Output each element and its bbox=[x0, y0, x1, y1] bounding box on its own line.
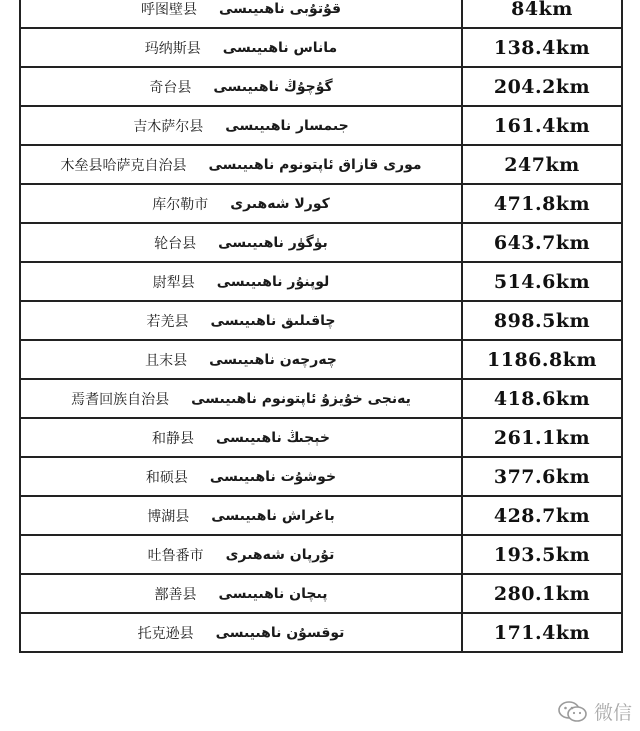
county-name-cell bbox=[20, 223, 462, 262]
county-name-chinese: 库尔勒市 bbox=[152, 196, 209, 213]
county-name-uyghur: ماناس ناھىيىسى bbox=[222, 39, 338, 56]
county-name-cell bbox=[20, 535, 462, 574]
distance-cell: 428.7km bbox=[462, 496, 622, 535]
county-name-chinese: 托克逊县 bbox=[137, 625, 194, 642]
table-row bbox=[20, 457, 622, 496]
distance-cell: 898.5km bbox=[462, 301, 622, 340]
county-name-chinese: 尉犁县 bbox=[152, 274, 195, 291]
county-name-group bbox=[21, 68, 461, 105]
county-name-uyghur: چەرچەن ناھىيىسى bbox=[209, 351, 337, 368]
county-name-group bbox=[21, 497, 461, 534]
table-row bbox=[20, 496, 622, 535]
county-name-chinese: 呼图壁县 bbox=[140, 1, 197, 18]
county-name-group bbox=[21, 380, 461, 417]
county-name-group bbox=[21, 107, 461, 144]
table-row bbox=[20, 223, 622, 262]
county-name-uyghur: باغراش ناھىيىسى bbox=[211, 507, 335, 524]
county-name-cell bbox=[20, 67, 462, 106]
county-name-group bbox=[21, 29, 461, 66]
county-name-cell bbox=[20, 301, 462, 340]
county-name-uyghur: گۇچۇڭ ناھىيىسى bbox=[213, 78, 333, 95]
table-row bbox=[20, 145, 622, 184]
county-name-uyghur: خوشۇت ناھىيىسى bbox=[209, 468, 337, 485]
county-name-cell bbox=[20, 0, 462, 28]
county-name-uyghur: قۇتۇبى ناھىيىسى bbox=[218, 0, 342, 17]
county-name-chinese: 和硕县 bbox=[145, 469, 188, 486]
county-name-group bbox=[21, 575, 461, 612]
county-name-uyghur: پىچان ناھىيىسى bbox=[218, 585, 328, 602]
wechat-icon bbox=[558, 700, 588, 724]
distance-cell: 261.1km bbox=[462, 418, 622, 457]
table-row bbox=[20, 184, 622, 223]
county-name-cell bbox=[20, 106, 462, 145]
table-row bbox=[20, 418, 622, 457]
distance-cell: 247km bbox=[462, 145, 622, 184]
county-name-group bbox=[21, 341, 461, 378]
county-name-group bbox=[21, 614, 461, 651]
county-name-chinese: 且末县 bbox=[145, 352, 188, 369]
distance-cell: 204.2km bbox=[462, 67, 622, 106]
table-row bbox=[20, 340, 622, 379]
county-name-chinese: 若羌县 bbox=[146, 313, 189, 330]
county-name-group bbox=[21, 458, 461, 495]
county-name-group bbox=[21, 0, 461, 27]
distance-cell: 193.5km bbox=[462, 535, 622, 574]
county-name-group bbox=[21, 185, 461, 222]
county-name-cell bbox=[20, 613, 462, 652]
distance-cell: 161.4km bbox=[462, 106, 622, 145]
county-name-cell bbox=[20, 145, 462, 184]
county-name-chinese: 奇台县 bbox=[149, 79, 192, 96]
distance-table bbox=[19, 0, 623, 653]
county-name-cell bbox=[20, 379, 462, 418]
county-name-group bbox=[21, 263, 461, 300]
county-name-cell bbox=[20, 28, 462, 67]
table-row bbox=[20, 379, 622, 418]
county-name-uyghur: توقسۇن ناھىيىسى bbox=[215, 624, 345, 641]
table-row bbox=[20, 28, 622, 67]
distance-cell: 418.6km bbox=[462, 379, 622, 418]
county-name-cell bbox=[20, 457, 462, 496]
county-name-group bbox=[21, 302, 461, 339]
county-name-chinese: 木垒县哈萨克自治县 bbox=[60, 157, 187, 174]
distance-table-container bbox=[19, 0, 619, 731]
distance-cell: 84km bbox=[462, 0, 622, 28]
county-name-chinese: 博湖县 bbox=[147, 508, 190, 525]
county-name-uyghur: چاقىلىق ناھىيىسى bbox=[210, 312, 336, 329]
distance-cell: 138.4km bbox=[462, 28, 622, 67]
county-name-uyghur: تۇرپان شەھىرى bbox=[225, 546, 335, 563]
distance-cell: 377.6km bbox=[462, 457, 622, 496]
county-name-uyghur: مورى قازاق ئاپتونوم ناھىيىسى bbox=[208, 156, 422, 173]
table-row bbox=[20, 106, 622, 145]
county-name-group bbox=[21, 146, 461, 183]
distance-cell: 514.6km bbox=[462, 262, 622, 301]
table-row bbox=[20, 262, 622, 301]
county-name-uyghur: جىمسار ناھىيىسى bbox=[225, 117, 349, 134]
table-row bbox=[20, 0, 622, 28]
county-name-uyghur: يەنجى خۇيزۇ ئاپتونوم ناھىيىسى bbox=[191, 390, 411, 407]
county-name-cell bbox=[20, 574, 462, 613]
table-row bbox=[20, 301, 622, 340]
table-row bbox=[20, 574, 622, 613]
distance-cell: 471.8km bbox=[462, 184, 622, 223]
county-name-chinese: 鄯善县 bbox=[154, 586, 197, 603]
distance-cell: 643.7km bbox=[462, 223, 622, 262]
county-name-chinese: 和静县 bbox=[151, 430, 194, 447]
watermark-text: 微信 bbox=[593, 702, 632, 724]
county-name-chinese: 焉耆回族自治县 bbox=[71, 391, 170, 408]
county-name-uyghur: بۈگۈر ناھىيىسى bbox=[218, 234, 328, 251]
county-name-cell bbox=[20, 184, 462, 223]
county-name-group bbox=[21, 536, 461, 573]
county-name-cell bbox=[20, 262, 462, 301]
county-name-cell bbox=[20, 340, 462, 379]
table-row bbox=[20, 613, 622, 652]
county-name-chinese: 吐鲁番市 bbox=[147, 547, 204, 564]
table-body bbox=[20, 0, 622, 652]
county-name-cell bbox=[20, 418, 462, 457]
county-name-uyghur: خېجىڭ ناھىيىسى bbox=[215, 429, 331, 446]
distance-cell: 280.1km bbox=[462, 574, 622, 613]
county-name-group bbox=[21, 224, 461, 261]
distance-cell: 1186.8km bbox=[462, 340, 622, 379]
wechat-watermark bbox=[558, 698, 632, 725]
table-row bbox=[20, 67, 622, 106]
table-row bbox=[20, 535, 622, 574]
distance-cell: 171.4km bbox=[462, 613, 622, 652]
county-name-chinese: 玛纳斯县 bbox=[144, 40, 201, 57]
county-name-uyghur: لوپنۇر ناھىيىسى bbox=[216, 273, 330, 290]
county-name-group bbox=[21, 419, 461, 456]
county-name-chinese: 轮台县 bbox=[154, 235, 197, 252]
county-name-uyghur: كورلا شەھىرى bbox=[230, 195, 330, 212]
county-name-cell bbox=[20, 496, 462, 535]
county-name-chinese: 吉木萨尔县 bbox=[133, 118, 204, 135]
